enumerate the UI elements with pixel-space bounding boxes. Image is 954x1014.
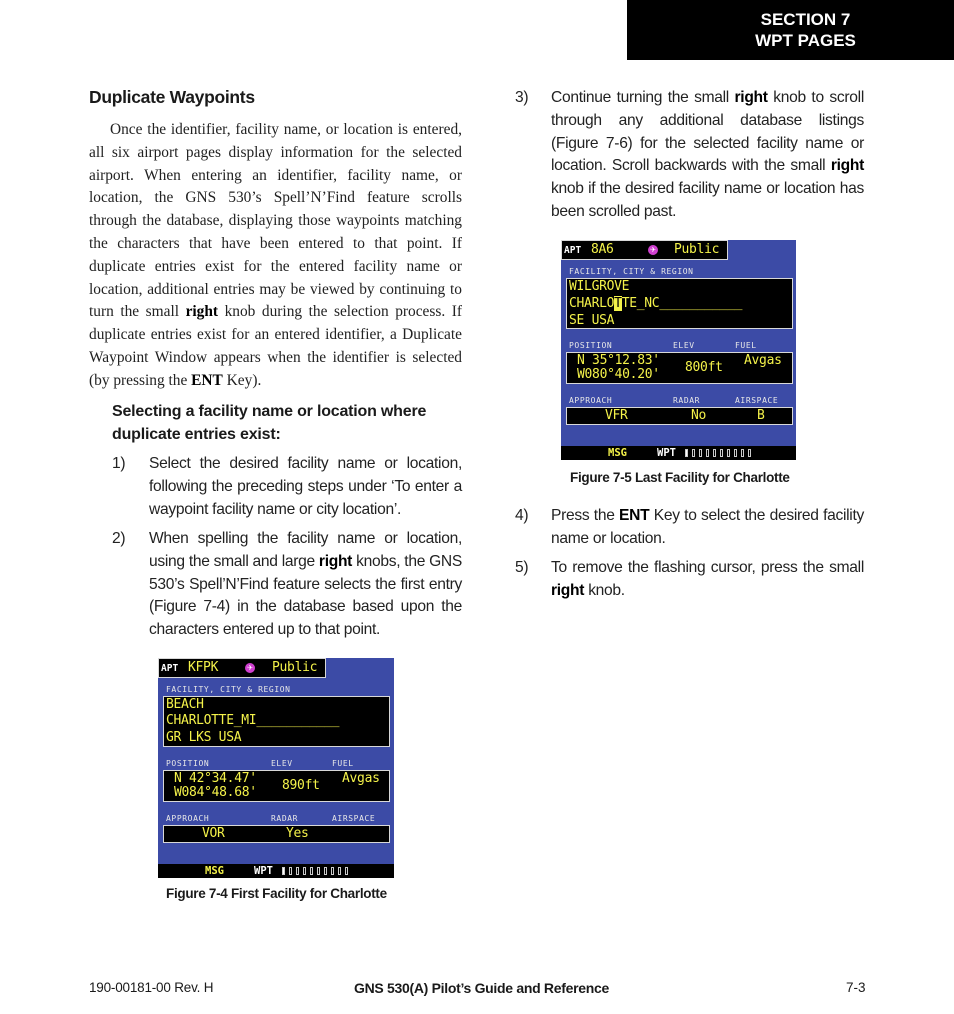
step-text-c: knob.	[584, 581, 625, 599]
elevation: 800ft	[685, 360, 723, 375]
airport-ident: 8A6	[591, 242, 614, 257]
radar-value: No	[691, 408, 707, 423]
longitude: W084°48.68'	[174, 785, 257, 800]
step-text	[551, 505, 864, 551]
figure-7-5-caption: Figure 7-5 Last Facility for Charlotte	[570, 470, 790, 485]
facility-city-part: TE_NC___________	[621, 296, 743, 311]
intro-right-term: right	[185, 303, 219, 321]
latitude: N 42°34.47'	[174, 771, 257, 786]
step-number: 3)	[515, 89, 529, 106]
gns-screen-fig-7-4	[158, 658, 394, 878]
step-number: 1)	[112, 455, 126, 472]
intro-text-1: Once the identifier, facility name, or location is entered, all six airport pages display information for the selected airport. When entering an identifier, facility name, or location, the GNS 530’s Spell’N’Find feature scrolls through the database, displaying those waypoints matching the characters that have been entered to that point. If duplicate entries exist for the entered facility name or location, additional entries may be viewed by continuing to turn the small	[89, 121, 462, 321]
msg-annunciator: MSG	[205, 865, 224, 877]
radar-value: Yes	[286, 826, 309, 841]
facility-label: FACILITY, CITY & REGION	[166, 685, 291, 694]
page-indicator	[331, 867, 334, 875]
page-indicator	[338, 867, 341, 875]
radar-label: RADAR	[673, 396, 701, 405]
step-term: right	[734, 89, 768, 106]
fuel-label: FUEL	[735, 341, 757, 350]
fuel: Avgas	[744, 353, 782, 368]
facility-city	[569, 296, 742, 312]
document-number: 190-00181-00 Rev. H	[89, 980, 214, 995]
step-number: 4)	[515, 507, 529, 524]
page-indicator	[692, 449, 695, 457]
airspace-value: B	[757, 408, 765, 423]
airport-usage: Public	[674, 242, 720, 257]
elevation: 890ft	[282, 778, 320, 793]
facility-name: BEACH	[166, 697, 204, 712]
step-text-e: knob if the desired facility name or location has been scrolled past.	[551, 180, 864, 220]
position-label: POSITION	[569, 341, 613, 350]
latitude: N 35°12.83'	[577, 353, 660, 368]
page-indicator	[748, 449, 751, 457]
airspace-label: AIRSPACE	[735, 396, 779, 405]
page-indicator	[317, 867, 320, 875]
section-number: SECTION 7	[760, 10, 851, 29]
step-text-c: knob to scroll through any additional database listings (Figure 7-6) for the selected facility name or location. Scroll backwards with the small	[551, 89, 864, 175]
step-1	[112, 453, 464, 523]
page-indicator	[296, 867, 299, 875]
status-bar	[158, 864, 394, 878]
figure-7-4-caption: Figure 7-4 First Facility for Charlotte	[166, 886, 387, 901]
step-5	[515, 557, 865, 605]
fuel: Avgas	[342, 771, 380, 786]
page-indicator	[727, 449, 730, 457]
facility-name: WILGROVE	[569, 279, 630, 294]
airport-type-icon: ✈	[245, 663, 255, 673]
step-term: ENT	[619, 507, 650, 524]
page-indicator	[289, 867, 292, 875]
step-text-a: To remove the flashing cursor, press the small	[551, 559, 864, 576]
step-number: 5)	[515, 559, 529, 576]
approach-value: VOR	[202, 826, 225, 841]
facility-label: FACILITY, CITY & REGION	[569, 267, 694, 276]
page-indicator	[345, 867, 348, 875]
step-text	[551, 87, 864, 224]
step-2	[112, 528, 464, 643]
position-label: POSITION	[166, 759, 210, 768]
step-term: right	[318, 552, 353, 570]
page-indicator	[720, 449, 723, 457]
step-text-c: Key to select the desired facility name or location.	[551, 507, 864, 547]
step-4	[515, 505, 865, 553]
longitude: W080°40.20'	[577, 367, 660, 382]
page-indicator	[734, 449, 737, 457]
approach-label: APPROACH	[569, 396, 613, 405]
step-3	[515, 87, 865, 227]
flashing-cursor: T	[614, 296, 622, 311]
approach-value: VFR	[605, 408, 628, 423]
step-text-a: Continue turning the small	[551, 89, 735, 106]
facility-city: CHARLOTTE_MI___________	[166, 713, 340, 728]
step-text-a: When spelling the facility name or location, using the small and large	[149, 530, 462, 570]
airport-usage: Public	[272, 660, 318, 675]
status-bar	[561, 446, 796, 460]
fuel-label: FUEL	[332, 759, 354, 768]
intro-text-3: Key).	[222, 371, 262, 389]
page-indicator	[706, 449, 709, 457]
page-indicator	[324, 867, 327, 875]
step-text-a: Press the	[551, 507, 620, 524]
section-tab	[627, 0, 954, 60]
intro-ent-term: ENT	[191, 371, 223, 389]
page-indicator	[699, 449, 702, 457]
page-indicator	[282, 867, 285, 875]
airport-ident: KFPK	[188, 660, 219, 675]
apt-page-label: APT	[564, 245, 582, 256]
msg-annunciator: MSG	[608, 447, 627, 459]
gns-screen-fig-7-5	[561, 240, 796, 460]
document-title: GNS 530(A) Pilot’s Guide and Reference	[354, 980, 609, 996]
step-number: 2)	[112, 530, 126, 547]
approach-label: APPROACH	[166, 814, 210, 823]
intro-text-2: knob during the selection process. If duplicate entries exist for an entered identifier, a Duplicate Waypoint Window appears when the identifier is selected (by pressing the	[89, 303, 463, 389]
page-indicator	[310, 867, 313, 875]
page-indicator	[741, 449, 744, 457]
facility-region: GR LKS USA	[166, 730, 242, 745]
step-text-c: knobs, the GNS 530’s Spell’N’Find feature selects the first entry (Figure 7-4) in the database based upon the characters entered up to that point.	[149, 552, 462, 639]
step-text	[149, 528, 462, 642]
page-indicator	[685, 449, 688, 457]
step-text: Select the desired facility name or location, following the preceding steps under ‘To enter a waypoint facility name or city location’.	[149, 455, 462, 518]
intro-paragraph	[89, 119, 462, 393]
page-number: 7-3	[846, 980, 866, 995]
elev-label: ELEV	[271, 759, 293, 768]
wpt-page-group: WPT	[254, 865, 273, 877]
page-indicator	[713, 449, 716, 457]
step-term: right	[830, 157, 864, 175]
step-text	[551, 557, 864, 603]
step-term: right	[551, 581, 585, 599]
procedure-heading: Selecting a facility name or location where duplicate entries exist:	[112, 403, 427, 443]
facility-city-part: CHARLO	[569, 296, 615, 311]
airport-type-icon: ✈	[648, 245, 658, 255]
airspace-label: AIRSPACE	[332, 814, 376, 823]
section-heading: Duplicate Waypoints	[89, 87, 255, 107]
radar-label: RADAR	[271, 814, 299, 823]
page-indicator	[303, 867, 306, 875]
section-title: WPT PAGES	[755, 31, 856, 50]
facility-region: SE USA	[569, 313, 615, 328]
approach-box	[163, 825, 390, 843]
elev-label: ELEV	[673, 341, 695, 350]
wpt-page-group: WPT	[657, 447, 676, 459]
apt-page-label: APT	[161, 663, 179, 674]
